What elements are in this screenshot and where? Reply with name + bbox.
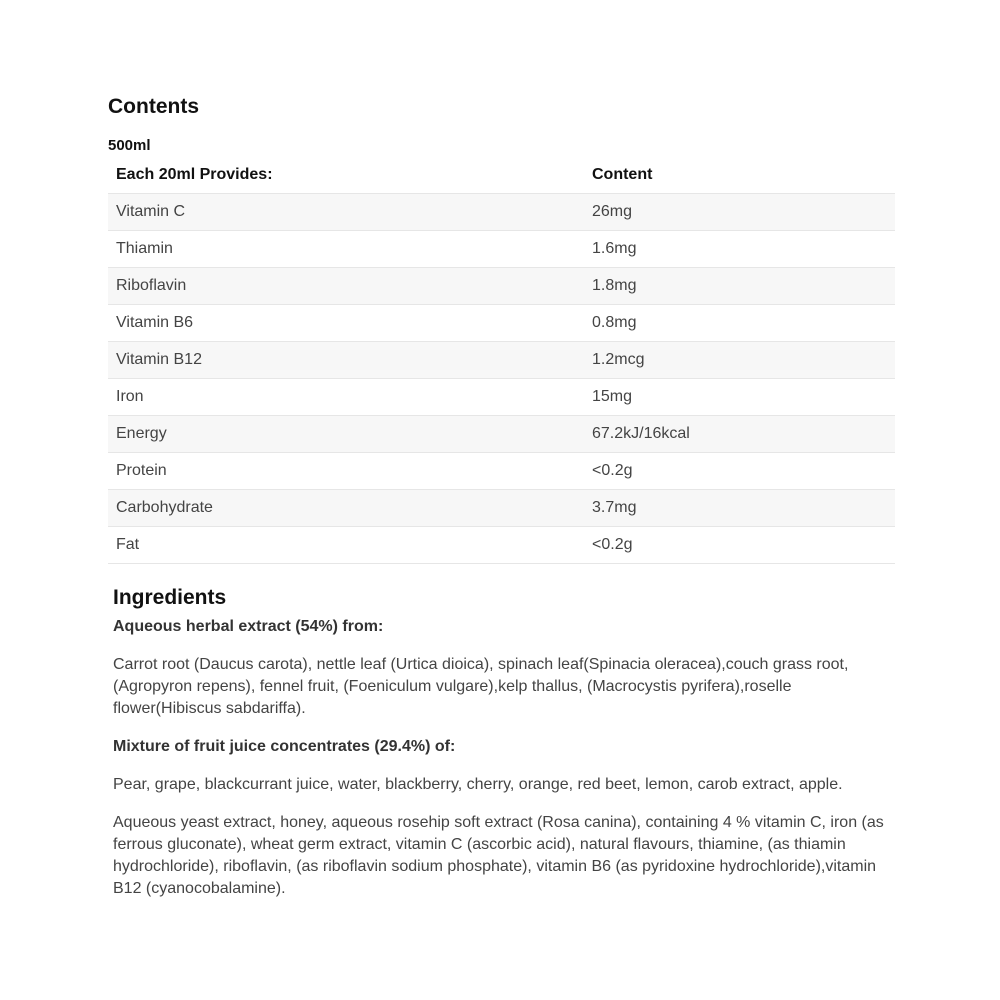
nutrient-content: 1.6mg <box>584 231 895 268</box>
fruit-juice-text: Pear, grape, blackcurrant juice, water, blackberry, cherry, orange, red beet, lemon, carob extract, apple. <box>113 776 843 793</box>
nutrient-name: Carbohydrate <box>108 490 584 527</box>
nutrient-name: Vitamin B12 <box>108 342 584 379</box>
table-row <box>108 490 895 527</box>
nutrition-table-body <box>108 194 895 564</box>
nutrient-name: Iron <box>108 379 584 416</box>
nutrient-name: Vitamin C <box>108 194 584 231</box>
ingredients-section <box>108 584 895 900</box>
nutrient-content: 1.2mcg <box>584 342 895 379</box>
nutrient-name: Riboflavin <box>108 268 584 305</box>
table-row <box>108 305 895 342</box>
table-row <box>108 268 895 305</box>
column-header-content: Content <box>584 156 895 194</box>
column-header-nutrient: Each 20ml Provides: <box>108 156 584 194</box>
nutrient-content: 67.2kJ/16kcal <box>584 416 895 453</box>
nutrient-name: Protein <box>108 453 584 490</box>
nutrient-content: 15mg <box>584 379 895 416</box>
table-row <box>108 231 895 268</box>
nutrition-table <box>108 156 895 564</box>
nutrient-content: <0.2g <box>584 527 895 564</box>
table-header-row <box>108 156 895 194</box>
nutrient-content: 0.8mg <box>584 305 895 342</box>
table-row <box>108 194 895 231</box>
table-row <box>108 527 895 564</box>
nutrient-name: Fat <box>108 527 584 564</box>
ingredients-heading: Ingredients <box>113 586 227 609</box>
table-row <box>108 342 895 379</box>
other-ingredients-text: Aqueous yeast extract, honey, aqueous rosehip soft extract (Rosa canina), containing 4 % vitamin C, iron (as ferrous gluconate), wheat germ extract, vitamin C (ascorbic acid), natural flavours, thiamine, (as thiamin hydrochloride), riboflavin, (as riboflavin sodium phosphate), vitamin B6 (as pyridoxine hydrochloride),vitamin B12 (cyanocobalamine). <box>113 814 884 897</box>
table-row <box>108 453 895 490</box>
fruit-juice-heading: Mixture of fruit juice concentrates (29.4%) of: <box>113 738 456 755</box>
product-info-page <box>108 92 895 900</box>
nutrient-content: 1.8mg <box>584 268 895 305</box>
herbal-extract-heading: Aqueous herbal extract (54%) from: <box>113 618 384 635</box>
nutrient-content: 3.7mg <box>584 490 895 527</box>
nutrient-name: Thiamin <box>108 231 584 268</box>
nutrient-name: Vitamin B6 <box>108 305 584 342</box>
nutrient-content: <0.2g <box>584 453 895 490</box>
contents-heading: Contents <box>108 95 199 118</box>
table-row <box>108 379 895 416</box>
size-label: 500ml <box>108 137 151 154</box>
nutrient-name: Energy <box>108 416 584 453</box>
nutrient-content: 26mg <box>584 194 895 231</box>
table-row <box>108 416 895 453</box>
herbal-extract-text: Carrot root (Daucus carota), nettle leaf (Urtica dioica), spinach leaf(Spinacia oleracea),couch grass root, (Agropyron repens), fennel fruit, (Foeniculum vulgare),kelp thallus, (Macrocystis pyrifera),roselle flower(Hibiscus sabdariffa). <box>113 656 849 717</box>
